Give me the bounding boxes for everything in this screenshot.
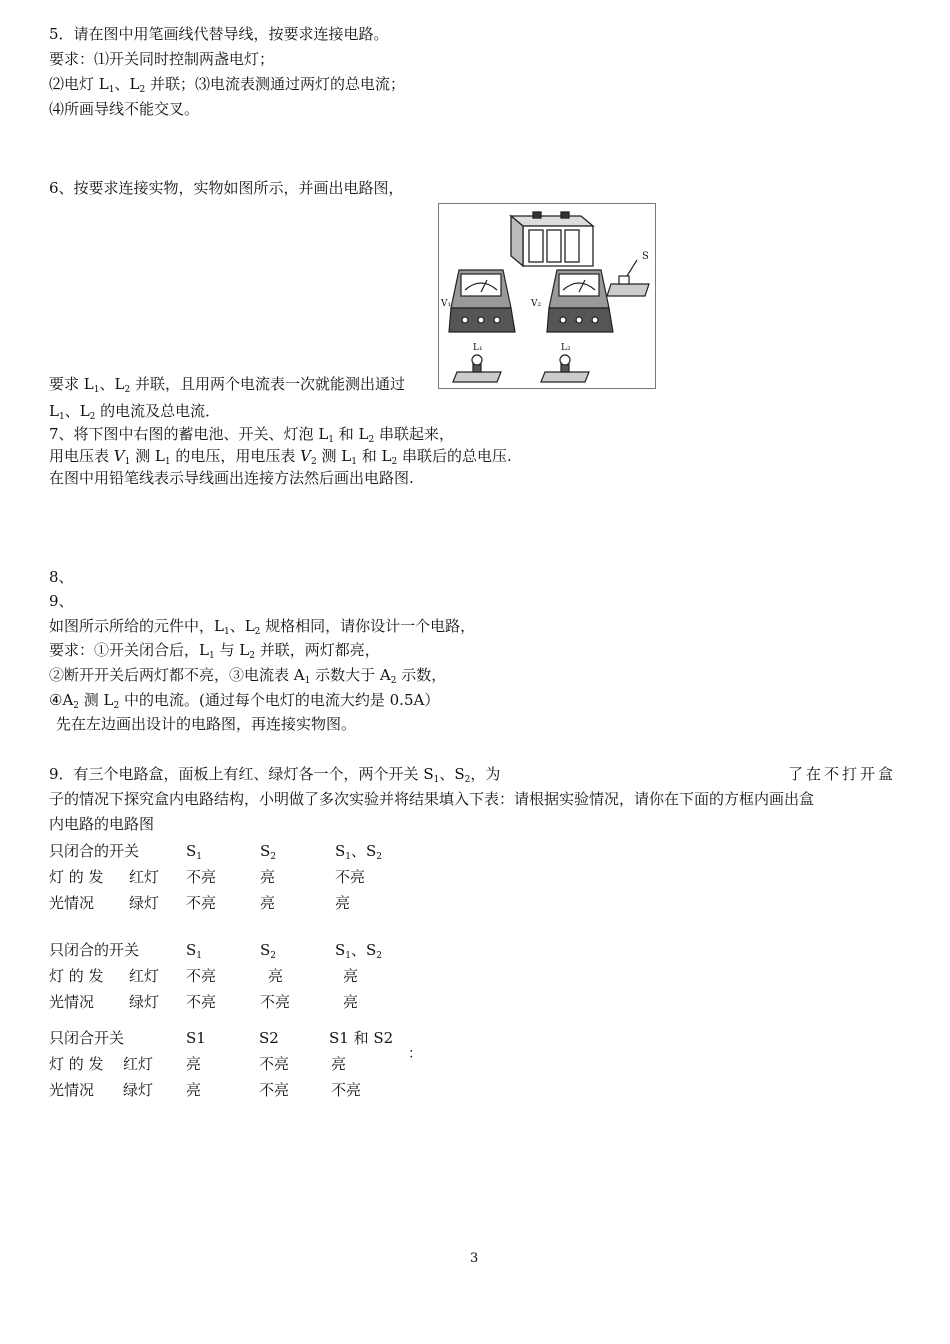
q7-line2: 用电压表 $V_1$ 测 $L_1$ 的电压，用电压表 $V_2$ 测 $L_1$ 和 $L_2$ 串联后的总电压. [49, 447, 512, 467]
colon-mark: ： [408, 1046, 422, 1062]
q5-req1: 要求：⑴开关同时控制两盏电灯； [49, 50, 275, 68]
q9b-line2: 子的情况下探究盒内电路结构，小明做了多次实验并将结果填入下表：请根据实验情况，请你在下面的方框内画出盒 [49, 790, 815, 808]
q9a-line3: ②断开开关后两灯都不亮，③电流表 $A_1$ 示数大于 $A_2$ 示数， [49, 666, 447, 686]
q9a-line4: $④A_2$ 测 $L_2$ 中的电流。(通过每个电灯的电流大约是 0.5A） [49, 691, 440, 711]
q7-line1: 7、将下图中右图的蓄电池、开关、灯泡 $L_1$ 和 $L_2$ 串联起来， [49, 425, 455, 445]
q5-title: 5．请在图中用笔画线代替导线，按要求连接电路。 [49, 25, 389, 43]
meter-2-label: V₂ [531, 299, 542, 309]
q8-label: 8、 [49, 568, 74, 586]
lamp-2-label: L₂ [561, 343, 571, 353]
lamp-2-image [541, 343, 589, 382]
lamp-1-label: L₁ [473, 343, 483, 353]
meter-1-label: V₁ [441, 299, 452, 309]
q9a-line5: 先在左边画出设计的电路图，再连接实物图。 [56, 715, 357, 733]
apparatus-svg [439, 204, 655, 388]
q6-req-line1: 要求 $L_1$、$L_2$ 并联，且用两个电流表一次就能测出通过 [49, 375, 405, 395]
meter-1-image [440, 270, 515, 332]
q6-title: 6、按要求连接实物，实物如图所示，并画出电路图， [49, 179, 404, 197]
lamp-1-image [453, 343, 501, 382]
q9b-line1-end: 了在不打开盒 [788, 765, 897, 783]
apparatus-figure [438, 203, 656, 389]
q9b-line1: 9．有三个电路盒，面板上有红、绿灯各一个，两个开关 $S_1$、$S_2$，为 [49, 765, 501, 785]
battery-image [511, 212, 593, 266]
switch-label: S [642, 251, 649, 262]
q9a-line2: 要求：①开关闭合后，$L_1$ 与 $L_2$ 并联，两灯都亮， [49, 641, 380, 661]
q5-req2: ⑵电灯 $L_1$、$L_2$ 并联；⑶电流表测通过两灯的总电流； [49, 75, 405, 95]
q7-line3: 在图中用铅笔线表示导线画出连接方法然后画出电路图. [49, 469, 414, 487]
page-number: 3 [470, 1251, 479, 1266]
q9a-label: 9、 [49, 592, 74, 610]
meter-2-image [530, 270, 613, 332]
q5-req4: ⑷所画导线不能交叉。 [49, 100, 200, 118]
switch-image [607, 251, 649, 296]
q9a-line1: 如图所示所给的元件中，$L_1$、$L_2$ 规格相同，请你设计一个电路， [49, 617, 476, 637]
q6-req-line2: $L_1$、$L_2$ 的电流及总电流． [49, 402, 221, 422]
q9b-line3: 内电路的电路图 [49, 815, 155, 833]
